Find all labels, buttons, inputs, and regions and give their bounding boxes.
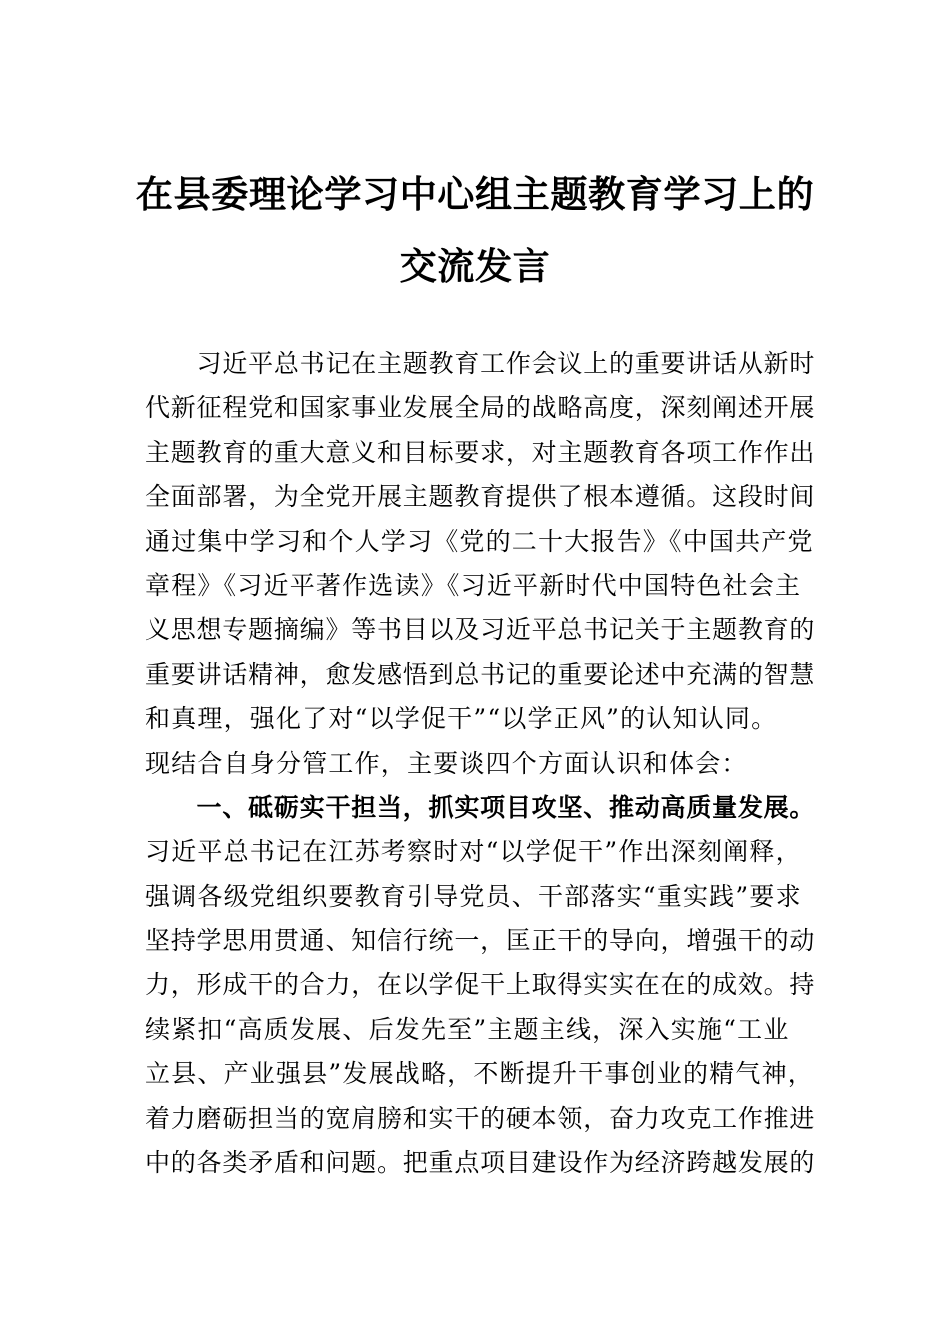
section-heading: 一、砥砺实干担当，抓实项目攻坚、推动高质量发展。 xyxy=(145,792,816,822)
body-line: 主题教育的重大意义和目标要求，对主题教育各项工作作出 xyxy=(145,437,816,467)
body-line: 通过集中学习和个人学习《党的二十大报告》《中国共产党 xyxy=(145,526,814,556)
body-line: 和真理，强化了对“以学促干”“以学正风”的认知认同。 xyxy=(145,704,778,734)
body-line: 立县、产业强县”发展战略，不断提升干事创业的精气神， xyxy=(145,1059,814,1089)
body-line: 强调各级党组织要教育引导党员、干部落实“重实践”要求 xyxy=(145,881,802,911)
body-line: 义思想专题摘编》等书目以及习近平总书记关于主题教育的 xyxy=(145,615,816,645)
body-line: 全面部署，为全党开展主题教育提供了根本遵循。这段时间 xyxy=(145,482,816,512)
body-line: 中的各类矛盾和问题。把重点项目建设作为经济跨越发展的 xyxy=(145,1148,816,1178)
body-line: 着力磨砺担当的宽肩膀和实干的硬本领，奋力攻克工作推进 xyxy=(145,1103,816,1133)
body-line: 续紧扣“高质发展、后发先至”主题主线，深入实施“工业 xyxy=(145,1014,790,1044)
body-line: 习近平总书记在主题教育工作会议上的重要讲话从新时 xyxy=(145,349,816,378)
body-line: 坚持学思用贯通、知信行统一，匡正干的导向，增强干的动 xyxy=(145,926,816,956)
body-line: 代新征程党和国家事业发展全局的战略高度，深刻阐述开展 xyxy=(145,393,816,423)
body-line: 习近平总书记在江苏考察时对“以学促干”作出深刻阐释， xyxy=(145,837,802,867)
body-line: 现结合自身分管工作，主要谈四个方面认识和体会： xyxy=(145,748,748,778)
document-title-line-2: 交流发言 xyxy=(399,244,551,288)
body-line: 章程》《习近平著作选读》《习近平新时代中国特色社会主 xyxy=(145,570,802,600)
body-line: 力，形成干的合力，在以学促干上取得实实在在的成效。持 xyxy=(145,970,816,1000)
body-line: 重要讲话精神，愈发感悟到总书记的重要论述中充满的智慧 xyxy=(145,659,816,689)
document-body xyxy=(145,342,815,1185)
document-title-line-1: 在县委理论学习中心组主题教育学习上的 xyxy=(135,172,815,216)
